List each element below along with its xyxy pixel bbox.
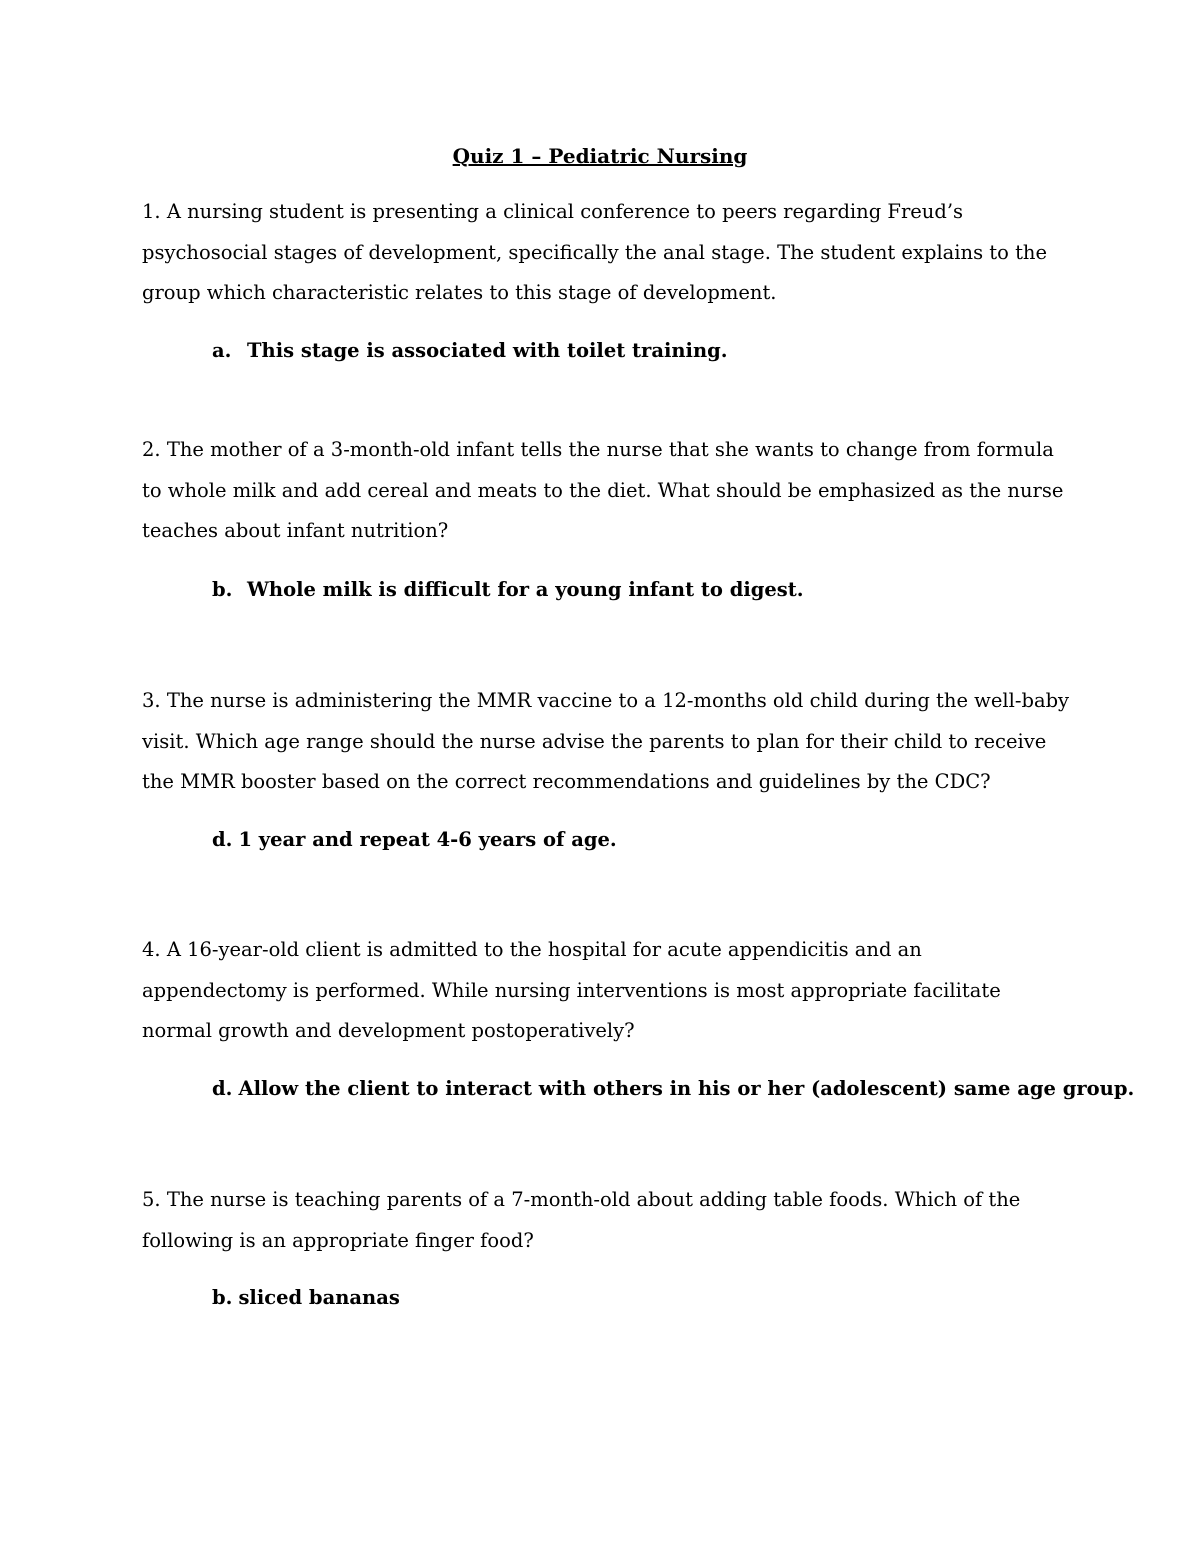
answer-5: [212, 1283, 1112, 1313]
question-number: 1.: [142, 200, 161, 223]
answer-text: Allow the client to interact with others in his or her (adolescent) same age group.: [238, 1077, 1135, 1100]
answer-text: This stage is associated with toilet training.: [247, 339, 728, 362]
answer-2: [212, 575, 1112, 605]
question-text: A nursing student is presenting a clinical conference to peers regarding Freud’s psychosocial stages of development, specifically the anal stage. The student explains to the group which characteristic relates to this stage of development.: [142, 200, 1048, 304]
answer-label: a.: [212, 339, 232, 362]
question-4: [142, 930, 1072, 1052]
question-3: [142, 681, 1072, 803]
question-text: The mother of a 3-month-old infant tells the nurse that she wants to change from formula to whole milk and add cereal and meats to the diet. What should be emphasized as the nurse teaches about infant nutrition?: [142, 438, 1064, 542]
answer-text: sliced bananas: [238, 1286, 400, 1309]
answer-text: 1 year and repeat 4-6 years of age.: [238, 828, 617, 851]
question-number: 4.: [142, 938, 161, 961]
answer-1: [212, 336, 1112, 366]
question-5: [142, 1180, 1072, 1261]
question-number: 5.: [142, 1188, 161, 1211]
question-1: [142, 192, 1072, 314]
question-text: The nurse is administering the MMR vaccine to a 12-months old child during the well-baby visit. Which age range should the nurse advise the parents to plan for their child to receive the MMR booster based on the correct recommendations and guidelines by the CDC?: [142, 689, 1070, 793]
answer-label: d.: [212, 828, 233, 851]
question-number: 2.: [142, 438, 161, 461]
page-title: Quiz 1 – Pediatric Nursing: [452, 144, 748, 168]
question-2: [142, 430, 1072, 552]
answer-text: Whole milk is difficult for a young infant to digest.: [247, 578, 804, 601]
question-text: The nurse is teaching parents of a 7-month-old about adding table foods. Which of the following is an appropriate finger food?: [142, 1188, 1021, 1252]
answer-label: b.: [212, 1286, 233, 1309]
answer-label: d.: [212, 1077, 233, 1100]
answer-label: b.: [212, 578, 233, 601]
answer-4: [212, 1074, 1135, 1104]
question-number: 3.: [142, 689, 161, 712]
question-text: A 16-year-old client is admitted to the hospital for acute appendicitis and an appendectomy is performed. While nursing interventions is most appropriate facilitate normal growth and development postoperatively?: [142, 938, 1001, 1042]
answer-3: [212, 825, 1112, 855]
